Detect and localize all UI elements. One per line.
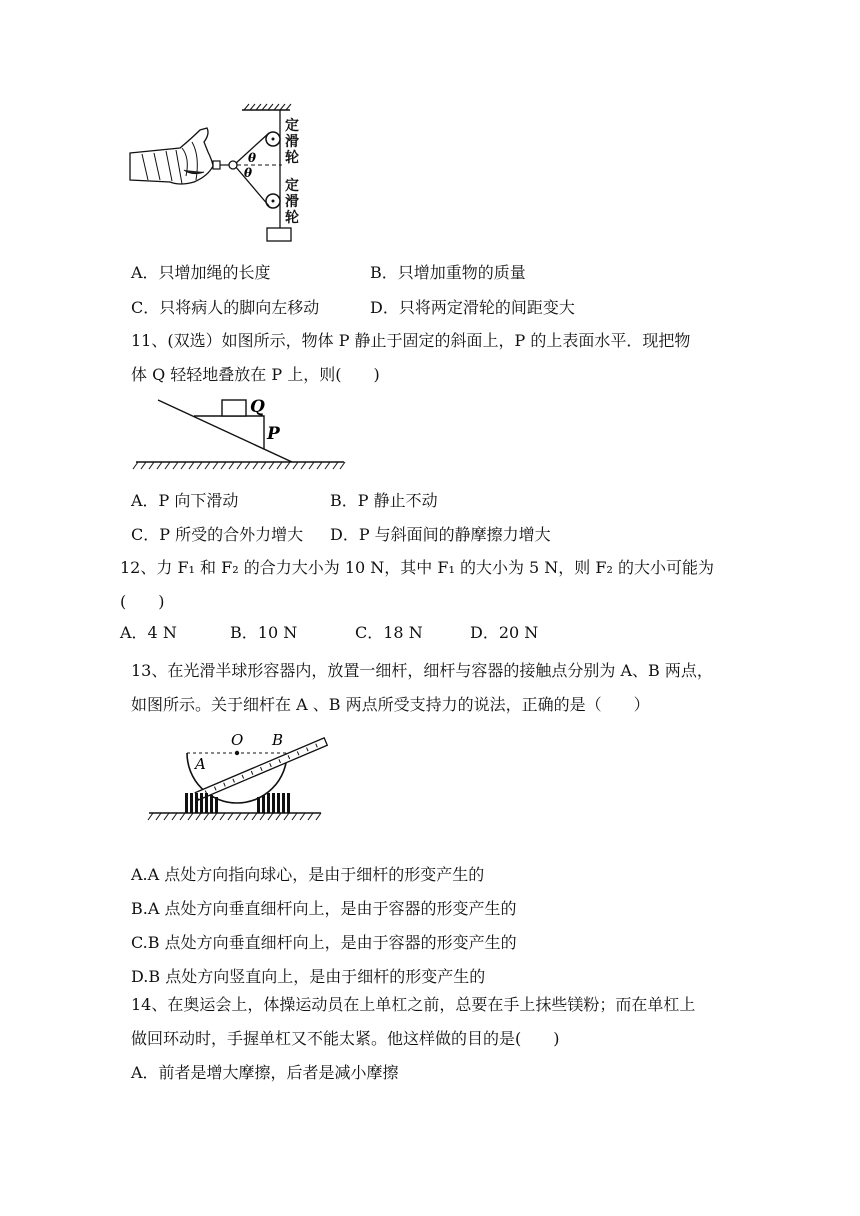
q10-option-d: D．只将两定滑轮的间距变大: [370, 298, 575, 317]
label-p: P: [267, 424, 280, 444]
fixed-pulley-label-bottom: 定滑轮: [285, 178, 299, 226]
fixed-pulley-label-top: 定滑轮: [285, 118, 299, 166]
q11-option-a: A．P 向下滑动: [131, 491, 239, 510]
q12-option-d: D．20 N: [470, 623, 539, 642]
q13-stem-line2: 如图所示。关于细杆在 A 、B 两点所受支持力的说法，正确的是（ ）: [131, 695, 650, 714]
q12-stem-line1: 12、力 F₁ 和 F₂ 的合力大小为 10 N，其中 F₁ 的大小为 5 N，则 F₂ 的大小可能为: [120, 558, 714, 577]
incline-figure: [130, 388, 350, 478]
q11-stem-line1: 11、(双选）如图所示，物体 P 静止于固定的斜面上，P 的上表面水平．现把物: [131, 331, 691, 350]
q11-option-d: D．P 与斜面间的静摩擦力增大: [330, 525, 551, 544]
q10-option-a: A．只增加绳的长度: [131, 263, 271, 282]
q13-stem-line1: 13、在光滑半球形容器内，放置一细杆，细杆与容器的接触点分别为 A、B 两点，: [131, 661, 713, 680]
label-o: O: [231, 731, 244, 749]
q12-option-b: B．10 N: [230, 623, 298, 642]
q11-stem-line2: 体 Q 轻轻地叠放在 P 上，则( ): [131, 365, 380, 384]
q10-option-c: C．只将病人的脚向左移动: [131, 298, 320, 317]
q14-stem-line1: 14、在奥运会上，体操运动员在上单杠之前，总要在手上抹些镁粉；而在单杠上: [131, 995, 696, 1014]
q13-option-a: A.A 点处方向指向球心，是由于细杆的形变产生的: [131, 865, 485, 884]
q11-option-c: C．P 所受的合外力增大: [131, 525, 304, 544]
q13-option-c: C.B 点处方向垂直细杆向上，是由于容器的形变产生的: [131, 933, 517, 952]
q14-stem-line2: 做回环动时，手握单杠又不能太紧。他这样做的目的是( ): [131, 1029, 560, 1048]
theta-label-lower: θ: [244, 166, 253, 180]
q11-option-b: B．P 静止不动: [330, 491, 438, 510]
q13-option-b: B.A 点处方向垂直细杆向上，是由于容器的形变产生的: [131, 899, 517, 918]
label-q: Q: [250, 397, 265, 417]
hemisphere-rod-figure: [145, 725, 335, 825]
q12-option-a: A．4 N: [120, 623, 177, 642]
q13-option-d: D.B 点处方向竖直向上，是由于细杆的形变产生的: [131, 967, 486, 986]
q12-option-c: C．18 N: [355, 623, 423, 642]
q14-option-a: A．前者是增大摩擦，后者是减小摩擦: [131, 1063, 399, 1082]
theta-label-upper: θ: [248, 151, 257, 165]
q10-option-b: B．只增加重物的质量: [370, 263, 526, 282]
label-b: B: [272, 731, 284, 749]
q12-stem-line2: ( ): [120, 592, 165, 611]
label-a: A: [195, 755, 206, 773]
